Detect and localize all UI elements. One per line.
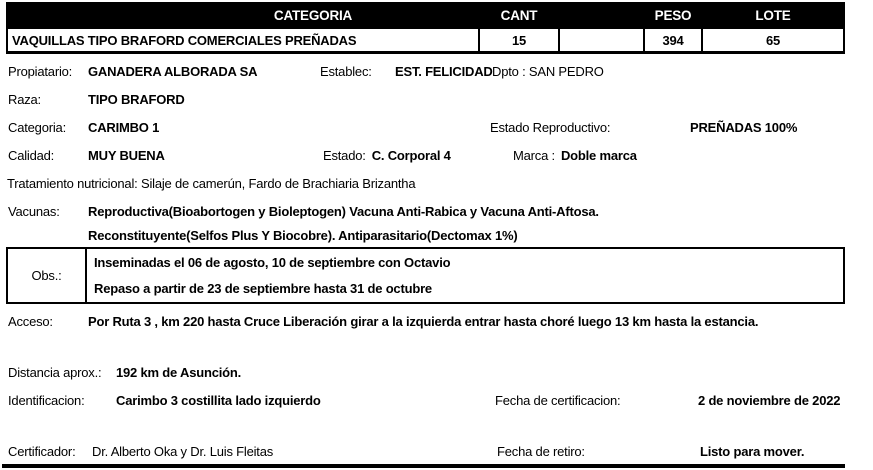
identificacion-value: Carimbo 3 costillita lado izquierdo [116,393,321,408]
cell-lote: 65 [702,28,844,53]
identificacion-label: Identificacion: [8,393,85,408]
acceso-label: Acceso: [8,314,53,329]
certificador-value: Dr. Alberto Oka y Dr. Luis Fleitas [92,444,274,459]
obs-line2: Repaso a partir de 23 de septiembre hasta 31 de octubre [94,280,432,296]
lot-summary-table [6,2,845,54]
fecha-retiro-label: Fecha de retiro: [497,444,585,459]
fecha-certificacion-value: 2 de noviembre de 2022 [698,393,841,408]
raza-label: Raza: [8,92,41,107]
obs-content [87,249,843,302]
calidad-label: Calidad: [8,148,55,163]
estado-reproductivo-value: PREÑADAS 100% [690,120,798,135]
estado-reproductivo-label: Estado Reproductivo: [490,120,611,135]
cell-blank [559,28,644,53]
estado-value: C. Corporal 4 [371,148,451,163]
obs-label: Obs.: [8,249,87,302]
bottom-divider [2,464,845,468]
obs-box [6,247,845,304]
cell-peso: 394 [644,28,702,53]
col-header-peso: PESO [644,3,702,28]
propietario-value: GANADERA ALBORADA SA [88,64,258,79]
dpto-field: Dpto : SAN PEDRO [492,64,604,79]
fecha-certificacion-label: Fecha de certificacion: [495,393,621,408]
estado-label: Estado: [323,148,366,163]
distancia-label: Distancia aprox.: [8,365,102,380]
col-header-categoria: CATEGORIA [7,3,479,28]
certificador-label: Certificador: [8,444,76,459]
table-data-row [7,28,844,53]
tratamiento-field: Tratamiento nutricional: Silaje de camerún, Fardo de Brachiaria Brizantha [7,176,416,191]
categoria-label: Categoria: [8,120,66,135]
propietario-label: Propiatario: [8,64,73,79]
distancia-value: 192 km de Asunción. [116,365,242,380]
obs-line1: Inseminadas el 06 de agosto, 10 de septiembre con Octavio [94,254,451,270]
establec-value: EST. FELICIDAD [395,64,493,79]
marca-label: Marca : [513,148,555,163]
estado-field [323,147,451,164]
marca-value: Doble marca [560,148,637,163]
col-header-cant: CANT [479,3,559,28]
acceso-value: Por Ruta 3 , km 220 hasta Cruce Liberación girar a la izquierda entrar hasta choré luego 13 km hasta la estancia. [88,314,759,329]
col-header-lote: LOTE [702,3,844,28]
vacunas-line2: Reconstituyente(Selfos Plus Y Biocobre). Antiparasitario(Dectomax 1%) [88,228,518,243]
marca-field [513,147,637,164]
vacunas-line1: Reproductiva(Bioabortogen y Bioleptogen) Vacuna Anti-Rabica y Vacuna Anti-Aftosa. [88,204,599,219]
fecha-retiro-value: Listo para mover. [700,444,805,459]
table-header-row [7,3,844,28]
establec-label: Establec: [320,64,372,79]
calidad-value: MUY BUENA [88,148,165,163]
vacunas-label: Vacunas: [8,204,60,219]
raza-value: TIPO BRAFORD [88,92,185,107]
cell-categoria: VAQUILLAS TIPO BRAFORD COMERCIALES PREÑADAS [7,28,479,53]
cell-cant: 15 [479,28,559,53]
categoria-value: CARIMBO 1 [88,120,160,135]
col-header-blank [559,3,644,28]
